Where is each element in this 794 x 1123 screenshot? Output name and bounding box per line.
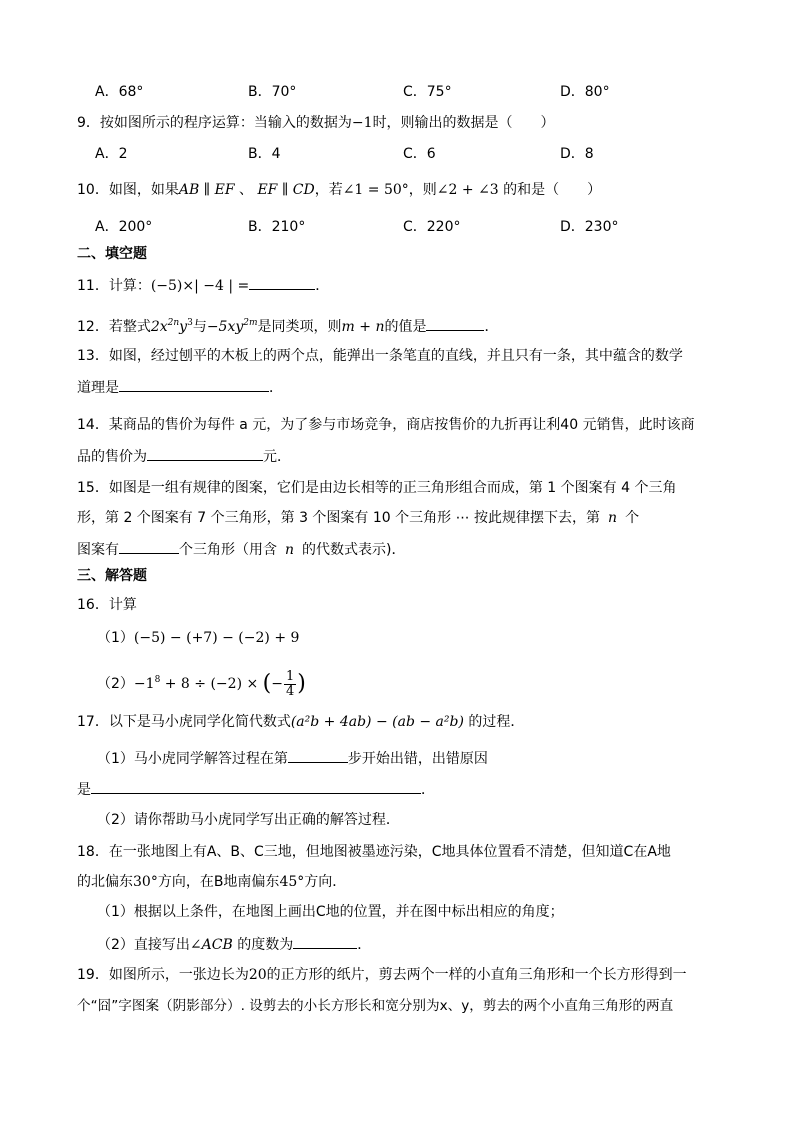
q16-part-1 bbox=[97, 628, 299, 648]
q10-option-d: D．230° bbox=[560, 219, 619, 235]
q10-text-2: ，若 bbox=[314, 182, 343, 198]
q13-line-2 bbox=[77, 376, 283, 398]
q9-option-c: C．6 bbox=[403, 146, 436, 162]
q11-stem bbox=[77, 274, 329, 296]
q18-degree-45: 45° bbox=[279, 874, 305, 890]
q10-separator: 、 bbox=[234, 182, 258, 198]
q13-text-1: 如图，经过刨平的木板上的两个点，能弹出一条笔直的直线，并且只有一条，其中蕴含的数学 bbox=[108, 348, 683, 364]
q19-line-2: 个“囧”字图案（阴影部分）. 设剪去的小长方形长和宽分别为x、y，剪去的两个小直角三角形的两直 bbox=[77, 998, 674, 1014]
q12-term1-y: y bbox=[179, 319, 188, 335]
q19-text-1a: 如图所示，一张边长为 bbox=[108, 967, 249, 983]
q13-number: 13． bbox=[77, 348, 109, 364]
q11-answer-blank[interactable] bbox=[249, 274, 315, 290]
q19-text-1b: 的正方形的纸片，剪去两个一样的小直角三角形和一个长方形得到一 bbox=[266, 967, 687, 983]
q10-angle-1: ∠1 = 50° bbox=[342, 182, 409, 198]
q9-text-before: 按如图所示的程序运算：当输入的数据为 bbox=[99, 115, 352, 131]
q17-part-1-text-b: 步开始出错，出错原因 bbox=[347, 751, 488, 767]
q8-option-c: C．75° bbox=[403, 84, 452, 100]
q9-option-a: A．2 bbox=[95, 146, 128, 162]
q11-expression: (−5)×| −4 | = bbox=[150, 278, 250, 294]
q17-part-1-end: ． bbox=[421, 782, 435, 798]
q15-text-3c: 的代数式表示)． bbox=[302, 542, 406, 558]
q15-answer-blank[interactable] bbox=[119, 538, 179, 554]
q9-stem bbox=[77, 113, 555, 133]
q17-expression: (a²b + 4ab) − (ab − a²b) bbox=[290, 714, 464, 730]
q12-m-plus-n: m + n bbox=[341, 319, 385, 335]
q10-text-3: ，则 bbox=[408, 182, 437, 198]
q12-stem bbox=[77, 315, 498, 337]
q12-end: ． bbox=[484, 319, 499, 335]
section-3-heading: 三、解答题 bbox=[77, 568, 147, 584]
q12-text-2: 与 bbox=[192, 319, 207, 335]
q16-part-2 bbox=[97, 666, 306, 702]
q8-option-b: B．70° bbox=[248, 84, 297, 100]
q18-part-2 bbox=[97, 933, 371, 955]
q9-text-after: 时，则输出的数据是（ ） bbox=[372, 115, 555, 131]
q11-text: 计算： bbox=[108, 278, 151, 294]
q9-option-b: B．4 bbox=[248, 146, 281, 162]
q17-part-1 bbox=[97, 747, 488, 769]
q10-number: 10． bbox=[77, 182, 109, 198]
q17-part-1-text-a: （1）马小虎同学解答过程在第 bbox=[97, 751, 288, 767]
q16-fraction-denominator: 4 bbox=[286, 683, 295, 699]
q12-text-3: 是同类项，则 bbox=[257, 319, 342, 335]
q15-text-2b: 个 bbox=[625, 510, 640, 526]
q13-line-1 bbox=[77, 346, 683, 366]
q17-part-1-text-c: 是 bbox=[77, 782, 91, 798]
q12-answer-blank[interactable] bbox=[426, 315, 484, 331]
q18-text-1: 在一张地图上有A、B、C三地，但地图被墨迹污染，C地具体位置看不清楚，但知道C在A地 bbox=[108, 844, 671, 860]
q14-line-2 bbox=[77, 445, 291, 467]
q10-option-c: C．220° bbox=[403, 219, 461, 235]
q10-parallel-1: ∥ bbox=[199, 182, 215, 198]
section-2-heading: 二、填空题 bbox=[77, 246, 147, 262]
q12-text-1: 若整式 bbox=[108, 319, 151, 335]
q12-text-4: 的值是 bbox=[384, 319, 427, 335]
q10-option-b: B．210° bbox=[248, 219, 306, 235]
q16-part-2-label: （2） bbox=[97, 676, 134, 692]
q19-line-1 bbox=[77, 965, 687, 985]
q9-option-d: D．8 bbox=[560, 146, 594, 162]
q18-text-2b: 方向，在B地南偏东 bbox=[157, 874, 280, 890]
q10-ef: EF bbox=[214, 182, 235, 198]
q14-number: 14． bbox=[77, 417, 109, 433]
q15-text-1: 如图是一组有规律的图案，它们是由边长相等的正三角形组合而成，第 1 个图案有 4 个三角 bbox=[108, 480, 677, 496]
q16-part-2-open-paren: ( bbox=[262, 671, 272, 696]
q16-part-2-neg-one: −1 bbox=[133, 676, 155, 692]
q10-ab: AB bbox=[178, 182, 200, 198]
q15-text-3a: 图案有 bbox=[77, 542, 119, 558]
q14-text-1: 某商品的售价为每件 a 元，为了参与市场竞争，商店按售价的九折再让利40 元销售，此时该商 bbox=[108, 417, 695, 433]
q17-text-1: 以下是马小虎同学化简代数式 bbox=[108, 714, 291, 730]
q17-part-2: （2）请你帮助马小虎同学写出正确的解答过程． bbox=[97, 812, 400, 828]
q18-part-1: （1）根据以上条件，在地图上画出C地的位置，并在图中标出相应的角度； bbox=[97, 904, 564, 920]
q16-title: 计算 bbox=[108, 597, 137, 613]
q12-number: 12． bbox=[77, 319, 109, 335]
q16-number: 16． bbox=[77, 597, 109, 613]
q18-number: 18． bbox=[77, 844, 109, 860]
q8-option-a: A．68° bbox=[95, 84, 144, 100]
q8-option-d: D．80° bbox=[560, 84, 610, 100]
q16-part-1-expression: (−5) − (+7) − (−2) + 9 bbox=[133, 630, 300, 646]
q12-term2-base: −5xy bbox=[206, 319, 244, 335]
q18-part-2-text-b: 的度数为 bbox=[232, 937, 294, 953]
q16-part-1-label: （1） bbox=[97, 630, 134, 646]
q15-text-3b: 个三角形（用含 bbox=[179, 542, 277, 558]
q10-text-4: 的和是（ ） bbox=[498, 182, 602, 198]
q14-line-1 bbox=[77, 415, 695, 435]
q16-stem bbox=[77, 595, 137, 615]
q10-angle-2-3: ∠2 + ∠3 bbox=[436, 182, 499, 198]
q16-fraction-numerator: 1 bbox=[286, 668, 295, 684]
q19-side-length: 20 bbox=[248, 967, 267, 983]
q18-line-1 bbox=[77, 842, 671, 862]
q17-reason-blank[interactable] bbox=[91, 778, 421, 794]
q12-term1-exp: 2n bbox=[167, 318, 180, 328]
q17-stem bbox=[77, 712, 524, 732]
q18-degree-30: 30° bbox=[133, 874, 158, 890]
q18-text-2a: 的北偏东 bbox=[77, 874, 133, 890]
q17-number: 17． bbox=[77, 714, 109, 730]
q9-input-value: −1 bbox=[351, 115, 373, 131]
q17-part-1-reason bbox=[77, 778, 435, 800]
q16-part-2-exponent: 8 bbox=[154, 675, 161, 685]
q10-option-a: A．200° bbox=[95, 219, 153, 235]
q15-line-2 bbox=[77, 508, 639, 528]
q19-number: 19． bbox=[77, 967, 109, 983]
q12-term1-base: 2x bbox=[150, 319, 168, 335]
q16-part-2-minus: − bbox=[271, 676, 283, 692]
q13-text-2: 道理是 bbox=[77, 380, 119, 396]
q15-n: n bbox=[608, 510, 618, 526]
q10-ef-2: EF bbox=[257, 182, 278, 198]
q17-text-2: 的过程． bbox=[463, 714, 525, 730]
q10-parallel-2: ∥ bbox=[277, 182, 293, 198]
q15-line-1 bbox=[77, 478, 676, 498]
q10-text-1: 如图，如果 bbox=[108, 182, 179, 198]
q18-part-2-text-a: （2）直接写出 bbox=[97, 937, 190, 953]
q18-answer-blank[interactable] bbox=[293, 933, 357, 949]
q12-term1-yexp: 3 bbox=[187, 318, 193, 328]
q13-end: ． bbox=[269, 380, 283, 396]
q18-part-2-end: ． bbox=[357, 937, 372, 953]
q15-n-2: n bbox=[285, 542, 295, 558]
q13-answer-blank[interactable] bbox=[119, 376, 269, 392]
q14-text-2: 品的售价为 bbox=[77, 449, 147, 465]
q11-end: ． bbox=[315, 278, 330, 294]
q15-line-3 bbox=[77, 538, 406, 560]
q16-part-2-expression: + 8 ÷ (−2) × bbox=[160, 676, 263, 692]
q18-angle-acb: ∠ACB bbox=[189, 937, 233, 953]
q11-number: 11． bbox=[77, 278, 109, 294]
q18-text-2c: 方向． bbox=[304, 874, 347, 890]
q15-text-2a: 形，第 2 个图案有 7 个三角形，第 3 个图案有 10 个三角形 ⋯ 按此规律摆下去，第 bbox=[77, 510, 601, 526]
q10-stem bbox=[77, 180, 601, 200]
q14-end: 元． bbox=[263, 449, 291, 465]
q18-line-2 bbox=[77, 872, 346, 892]
q17-step-blank[interactable] bbox=[288, 747, 348, 763]
q16-part-2-close-paren: ) bbox=[297, 671, 306, 696]
q14-answer-blank[interactable] bbox=[147, 445, 263, 461]
q9-number: 9． bbox=[77, 115, 100, 131]
q16-part-2-fraction bbox=[284, 670, 296, 699]
q10-cd: CD bbox=[292, 182, 315, 198]
q15-number: 15． bbox=[77, 480, 109, 496]
q12-term2-exp: 2m bbox=[243, 318, 258, 328]
